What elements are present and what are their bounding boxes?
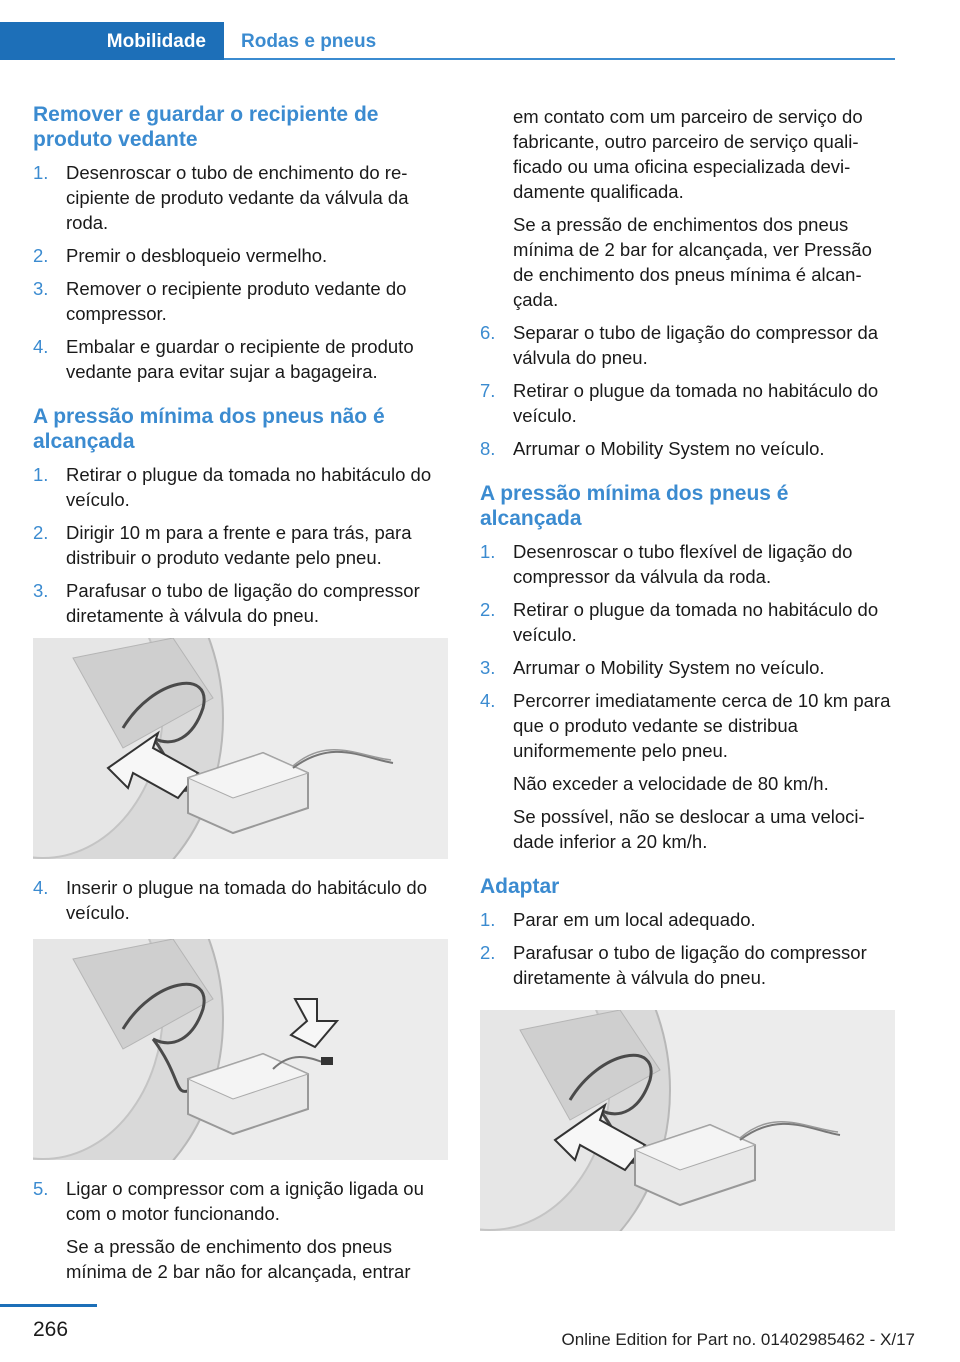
page-number: 266 — [33, 1318, 69, 1341]
page-header — [0, 22, 895, 62]
step-text: Parafusar o tubo de ligação do compressor diretamente à válvula do pneu. — [513, 942, 867, 988]
step-text: Arrumar o Mobility System no veículo. — [513, 657, 825, 678]
list-item — [33, 1176, 448, 1284]
section-tab: Rodas e pneus — [241, 31, 377, 52]
list-item — [480, 320, 895, 370]
list-adapt — [480, 907, 895, 990]
list-steps-6-8 — [480, 320, 895, 461]
edition-note: Online Edition for Part no. 01402985462 - X/17 — [561, 1330, 915, 1349]
list-pressure-not-reached — [33, 462, 448, 628]
list-item — [480, 436, 895, 461]
continued-note: Se a pressão de enchimentos dos pneus mínima de 2 bar for alcançada, ver Pressão de enchimento dos pneus mínima é alcançada. — [513, 214, 872, 310]
illustration-tyre-compressor — [33, 638, 448, 859]
step-text: Desenroscar o tubo de enchimento do recipiente de produto vedante da válvula da roda. — [66, 162, 409, 233]
footer-rule — [0, 1304, 97, 1307]
figure-plug-socket-arrow — [33, 939, 448, 1160]
list-item — [480, 907, 895, 932]
step-number: 1. — [480, 541, 496, 562]
list-pressure-reached — [480, 539, 895, 854]
step-text: Embalar e guardar o recipiente de produto vedante para evitar sujar a bagageira. — [66, 336, 414, 382]
figure-compressor-connected-arrow — [33, 638, 448, 859]
list-item — [33, 875, 448, 925]
list-item — [480, 688, 895, 854]
list-remove-sealant — [33, 160, 448, 384]
figure-compressor-connected-arrow-2 — [480, 1010, 895, 1231]
step-number: 8. — [480, 438, 496, 459]
list-item — [33, 276, 448, 326]
list-item — [33, 334, 448, 384]
step-text: Retirar o plugue da tomada no habitáculo do veículo. — [513, 380, 879, 426]
step-number: 1. — [33, 464, 49, 485]
step-text: Retirar o plugue da tomada no habitáculo do veículo. — [66, 464, 432, 510]
list-item — [480, 940, 895, 990]
list-item — [33, 520, 448, 570]
chapter-tab: Mobilidade — [0, 22, 224, 60]
step-text: Ligar o compressor com a ignição ligada ou com o motor funcionando. — [66, 1178, 424, 1224]
list-item — [33, 462, 448, 512]
step-text: Arrumar o Mobility System no veículo. — [513, 438, 825, 459]
step-number: 2. — [480, 599, 496, 620]
continued-text: em contato com um parceiro de serviço do fabricante, outro parceiro de serviço qualificado ou uma oficina especializada devidamente qualificada. — [513, 106, 863, 202]
step-text: Premir o desbloqueio vermelho. — [66, 245, 328, 266]
step-number: 4. — [480, 690, 496, 711]
step-number: 7. — [480, 380, 496, 401]
step-number: 4. — [33, 877, 49, 898]
list-item — [480, 655, 895, 680]
step-note: Se a pressão de enchimento dos pneus mínima de 2 bar não for alcançada, entrar — [66, 1236, 411, 1282]
step-text: Separar o tubo de ligação do compressor da válvula do pneu. — [513, 322, 879, 368]
step-number: 1. — [33, 162, 49, 183]
list-item — [480, 378, 895, 428]
left-column — [33, 102, 448, 1292]
step-text: Parafusar o tubo de ligação do compressor diretamente à válvula do pneu. — [66, 580, 420, 626]
step-text: Dirigir 10 m para a frente e para trás, para distribuir o produto vedante pelo pneu. — [66, 522, 412, 568]
list-item — [33, 578, 448, 628]
step-number: 1. — [480, 909, 496, 930]
step-number: 5. — [33, 1178, 49, 1199]
illustration-tyre-compressor-2 — [480, 1010, 895, 1231]
step-number: 2. — [33, 522, 49, 543]
illustration-tyre-compressor-plug — [33, 939, 448, 1160]
heading-adapt: Adaptar — [480, 875, 560, 898]
step-note: Não exceder a velocidade de 80 km/h. — [513, 773, 829, 794]
step-number: 3. — [480, 657, 496, 678]
heading-pressure-not-reached: A pressão mínima dos pneus não é alcançada — [33, 405, 385, 453]
step-text: Parar em um local adequado. — [513, 909, 756, 930]
step-text: Percorrer imediatamente cerca de 10 km para que o produto vedante se distribua uniformemente pelo pneu. — [513, 690, 891, 761]
step-text: Retirar o plugue da tomada no habitáculo do veículo. — [513, 599, 879, 645]
step-number: 6. — [480, 322, 496, 343]
step-number: 2. — [480, 942, 496, 963]
step-number: 2. — [33, 245, 49, 266]
step-note: Se possível, não se deslocar a uma velocidade inferior a 20 km/h. — [513, 806, 865, 852]
right-column — [480, 104, 895, 1247]
step-text: Desenroscar o tubo flexível de ligação do compressor da válvula da roda. — [513, 541, 853, 587]
step-number: 3. — [33, 580, 49, 601]
list-item — [33, 160, 448, 235]
list-item — [33, 243, 448, 268]
heading-pressure-reached: A pressão mínima dos pneus é alcançada — [480, 482, 789, 530]
heading-remove-sealant: Remover e guardar o recipiente de produto vedante — [33, 103, 379, 151]
list-step-5 — [33, 1176, 448, 1284]
header-rule — [224, 58, 895, 60]
step-number: 4. — [33, 336, 49, 357]
list-item — [480, 597, 895, 647]
list-step-4 — [33, 875, 448, 925]
step-text: Remover o recipiente produto vedante do compressor. — [66, 278, 407, 324]
list-item — [480, 539, 895, 589]
step-number: 3. — [33, 278, 49, 299]
step-text: Inserir o plugue na tomada do habitáculo do veículo. — [66, 877, 428, 923]
